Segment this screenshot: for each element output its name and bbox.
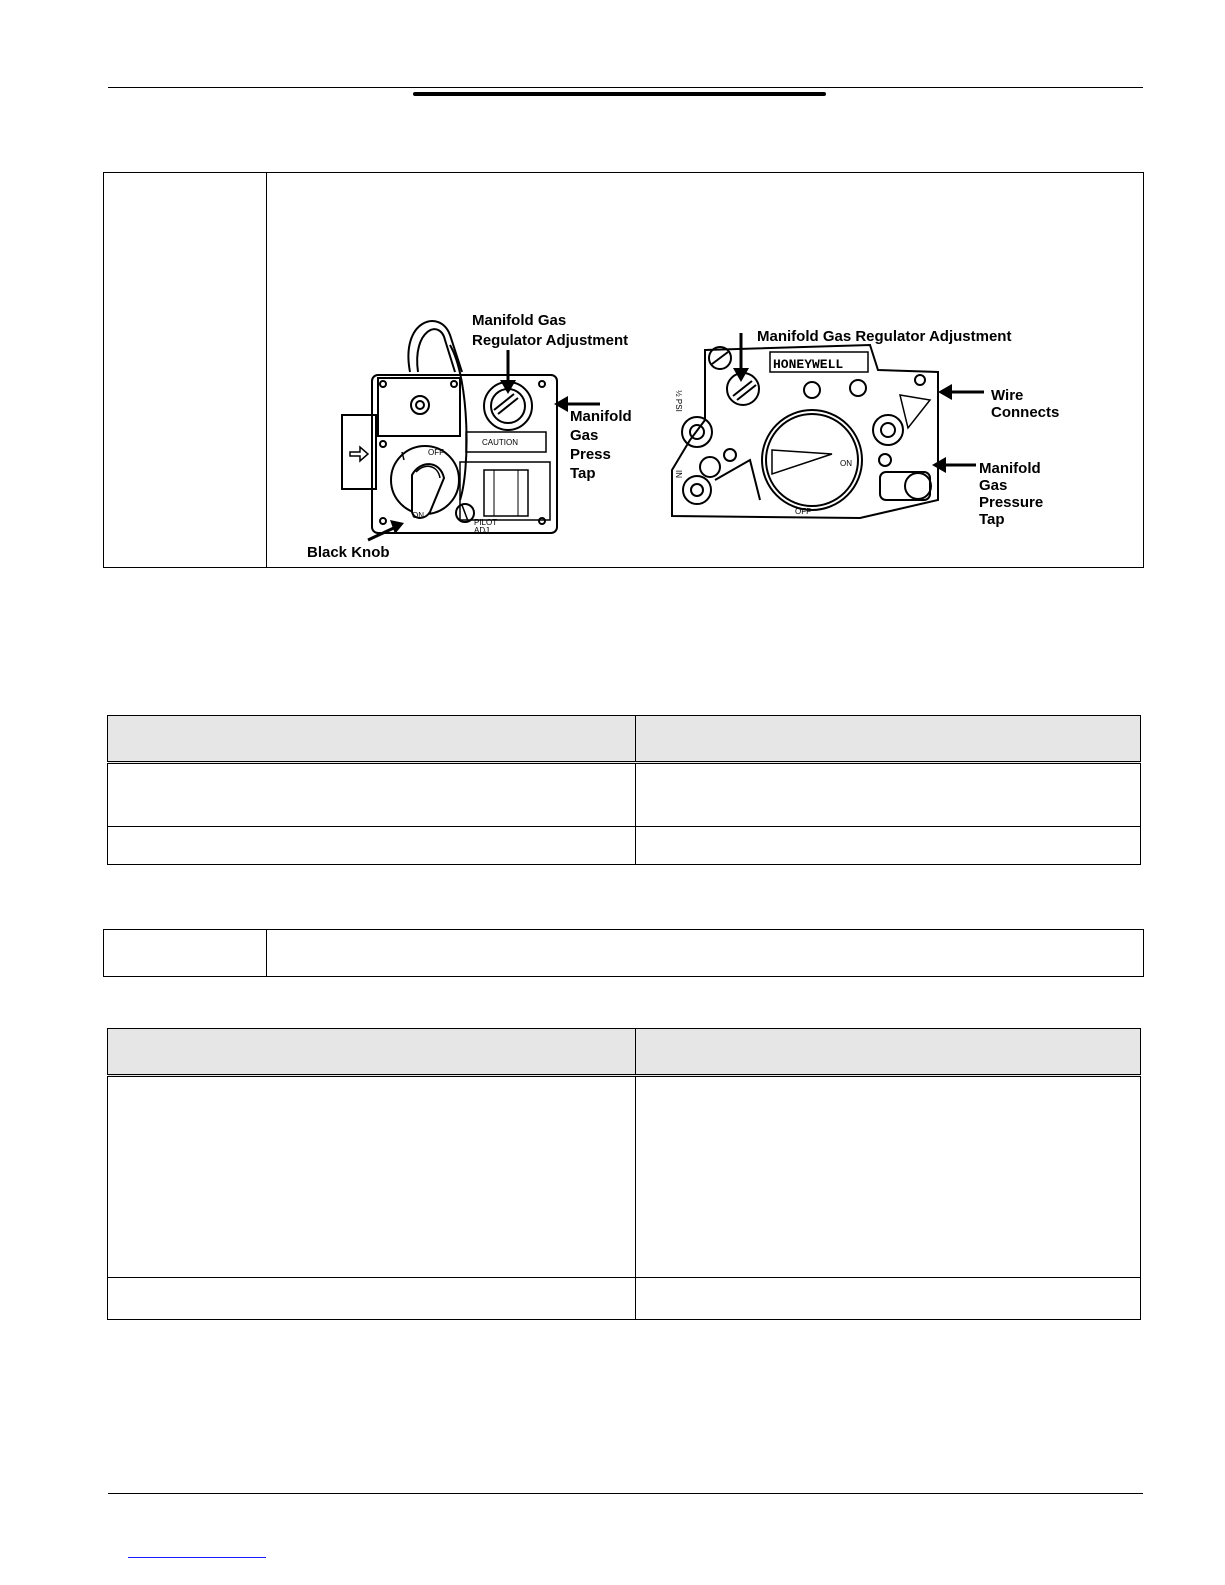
adj-text: ADJ [474,526,490,535]
left-press-tap-label-2: Gas [570,427,599,444]
inlet-in-text: IN [674,470,683,478]
table-cell [636,763,1141,827]
wire-connects-label-1: Wire [991,387,1024,404]
table-cell [636,1278,1141,1320]
wire-connects-label-2: Connects [991,404,1060,421]
table-row [108,1076,1141,1278]
left-press-tap-label-4: Tap [570,465,596,482]
arrow-wire-connects [938,384,984,400]
dial-on-text: ON [840,459,852,468]
dial-off-text: OFF [795,507,811,516]
pressure-tap-label-3: Pressure [979,494,1044,511]
table-2-header-row [108,1029,1141,1076]
knob-on-text: ON [412,511,424,520]
pressure-tap-label-2: Gas [979,477,1008,494]
psi-text: ½ PSI [674,390,683,412]
left-gas-valve [342,321,557,533]
black-knob-label: Black Knob [307,544,390,561]
left-regulator-label-2: Regulator Adjustment [472,332,629,349]
note-box [103,929,1144,977]
left-press-tap-label-1: Manifold [570,408,632,425]
pressure-tap-label-4: Tap [979,511,1005,528]
table-cell [108,827,636,865]
table-cell [636,827,1141,865]
table-cell [108,1278,636,1320]
table-row [108,763,1141,827]
pilot-text: PILOT [474,518,498,527]
table-1-header-row [108,716,1141,763]
footer-rule [108,1493,1143,1494]
gas-valve-diagram [0,0,1225,600]
table-cell [108,1076,636,1278]
note-side-cell [104,930,267,976]
arrow-left-regulator [500,350,516,394]
table-row [108,1278,1141,1320]
table-1 [107,715,1141,865]
honeywell-brand: HONEYWELL [773,357,844,372]
table-2-header-cell-1 [108,1029,636,1076]
knob-off-text: OFF [428,448,444,457]
table-row [108,827,1141,865]
table-1-header-cell-2 [636,716,1141,763]
table-cell [108,763,636,827]
left-regulator-label: Manifold Gas [472,312,567,329]
table-2 [107,1028,1141,1320]
pressure-tap-label-1: Manifold [979,460,1041,477]
table-1-header-cell-1 [108,716,636,763]
table-cell [636,1076,1141,1278]
left-press-tap-label-3: Press [570,446,611,463]
right-regulator-label: Manifold Gas Regulator Adjustment [757,328,1012,345]
caution-text: CAUTION [482,438,518,447]
table-2-header-cell-2 [636,1029,1141,1076]
footer-link[interactable] [128,1557,266,1558]
